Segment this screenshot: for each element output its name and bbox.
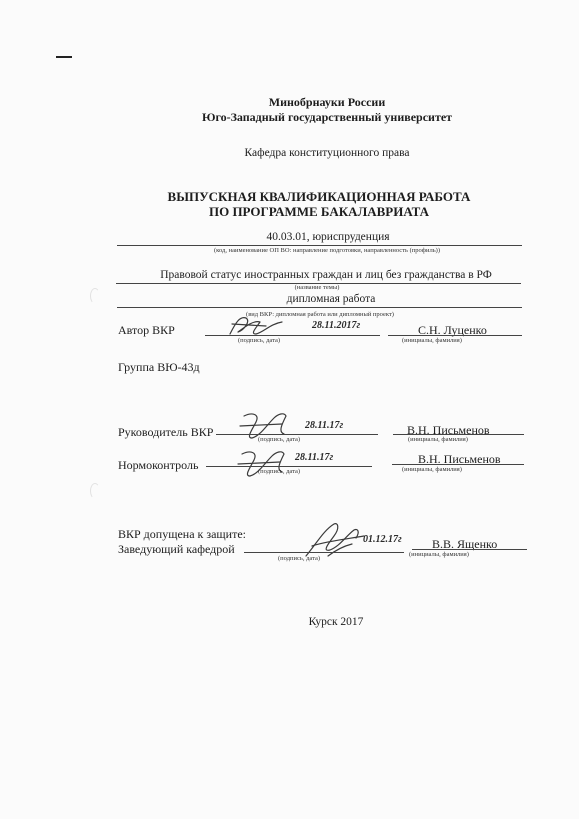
program-caption: (код, наименование ОП ВО: направление подготовки, направленность (профиль)) bbox=[214, 247, 440, 254]
program-underline bbox=[117, 245, 522, 246]
head-date: 01.12.17г bbox=[363, 534, 402, 545]
head-sign-underline bbox=[244, 552, 404, 553]
supervisor-sign-underline bbox=[216, 434, 378, 435]
punch-hole-mark bbox=[90, 483, 100, 499]
normcontrol-name: В.Н. Письменов bbox=[418, 452, 501, 466]
supervisor-sign-caption: (подпись, дата) bbox=[258, 436, 301, 443]
supervisor-name-underline bbox=[393, 434, 524, 435]
author-sign-underline bbox=[205, 335, 380, 336]
document-title-line-2: ПО ПРОГРАММЕ БАКАЛАВРИАТА bbox=[208, 204, 430, 219]
normcontrol-signature bbox=[236, 446, 301, 482]
topic-caption: (название темы) bbox=[294, 284, 340, 291]
supervisor-name-caption: (инициалы, фамилия) bbox=[408, 436, 468, 443]
supervisor-name: В.Н. Письменов bbox=[407, 423, 490, 437]
supervisor-date: 28.11.17г bbox=[305, 420, 344, 431]
punch-hole-mark bbox=[90, 288, 100, 304]
corner-mark bbox=[56, 56, 72, 58]
author-sign-caption: (подпись, дата) bbox=[238, 337, 281, 344]
program-code: 40.03.01, юриспруденция bbox=[266, 231, 390, 243]
university-name: Юго-Западный государственный университет bbox=[201, 110, 453, 124]
document-title-line-1: ВЫПУСКНАЯ КВАЛИФИКАЦИОННАЯ РАБОТА bbox=[167, 189, 471, 204]
department-name: Кафедра конституционного права bbox=[244, 147, 410, 159]
author-name-caption: (инициалы, фамилия) bbox=[402, 337, 462, 344]
normcontrol-sign-underline bbox=[206, 466, 372, 467]
work-type: дипломная работа bbox=[286, 293, 376, 305]
supervisor-label: Руководитель ВКР bbox=[118, 425, 214, 439]
normcontrol-date: 28.11.17г bbox=[295, 452, 334, 463]
normcontrol-sign-caption: (подпись, дата) bbox=[258, 468, 301, 475]
normcontrol-label: Нормоконтроль bbox=[118, 458, 199, 472]
head-of-department-label: Заведующий кафедрой bbox=[118, 542, 235, 556]
author-label: Автор ВКР bbox=[118, 323, 175, 337]
head-name: В.В. Ященко bbox=[432, 537, 498, 551]
thesis-topic: Правовой статус иностранных граждан и лиц без гражданства в РФ bbox=[160, 269, 492, 281]
normcontrol-name-underline bbox=[392, 464, 524, 465]
ministry-name: Минобрнауки России bbox=[268, 95, 386, 109]
head-name-caption: (инициалы, фамилия) bbox=[409, 551, 469, 558]
work-type-underline bbox=[117, 307, 522, 308]
author-date: 28.11.2017г bbox=[312, 320, 361, 331]
normcontrol-name-caption: (инициалы, фамилия) bbox=[402, 466, 462, 473]
author-name-underline bbox=[388, 335, 522, 336]
head-name-underline bbox=[412, 549, 527, 550]
author-name: С.Н. Луценко bbox=[418, 323, 487, 337]
work-type-caption: (вид ВКР: дипломная работа или дипломный проект) bbox=[246, 311, 394, 318]
head-sign-caption: (подпись, дата) bbox=[278, 555, 321, 562]
approval-label: ВКР допущена к защите: bbox=[118, 527, 246, 541]
group-label: Группа ВЮ-43д bbox=[118, 360, 200, 374]
city-year: Курск 2017 bbox=[308, 616, 364, 628]
